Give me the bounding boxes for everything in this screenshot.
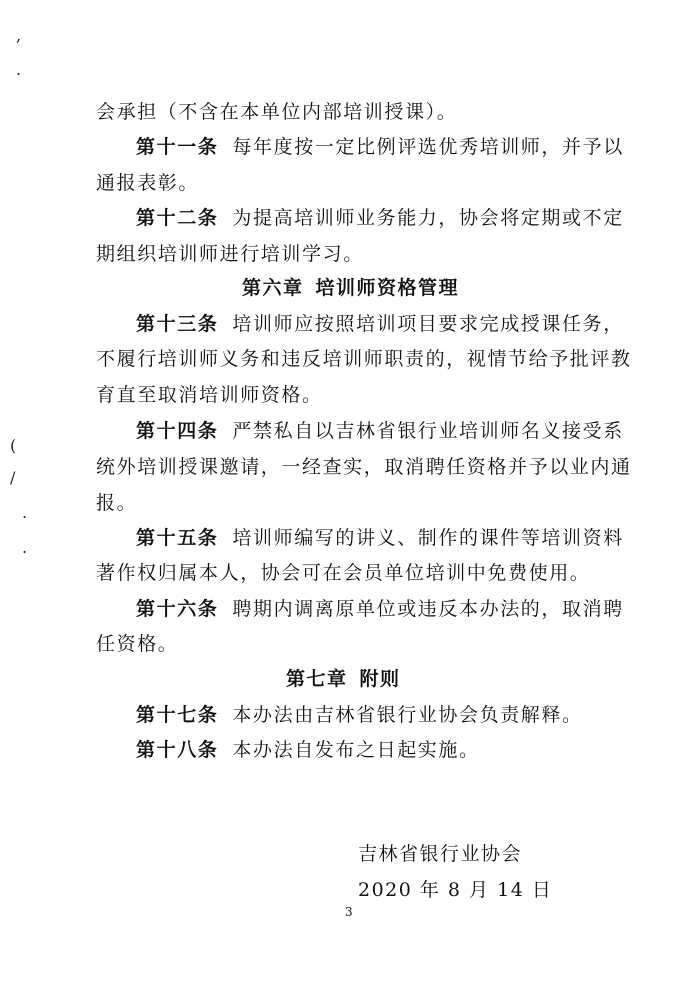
scan-mark: ( <box>10 436 17 455</box>
article-18 <box>136 738 480 762</box>
article-13 <box>136 312 624 336</box>
chapter-title: 培训师资格管理 <box>315 277 460 299</box>
article-12-continued: 期组织培训师进行培训学习。 <box>96 243 364 265</box>
article-12 <box>136 206 624 230</box>
article-number: 第十二条 <box>136 207 219 229</box>
article-16-continued: 任资格。 <box>96 633 179 655</box>
article-15-continued: 著作权归属本人，协会可在会员单位培训中免费使用。 <box>96 562 591 584</box>
article-number: 第十七条 <box>136 704 219 726</box>
scan-mark: . <box>22 538 28 557</box>
article-number: 第十六条 <box>136 598 219 620</box>
article-number: 第十一条 <box>136 136 219 158</box>
scan-mark: . <box>22 503 28 522</box>
chapter-label: 第六章 <box>242 277 304 299</box>
article-15 <box>136 526 624 550</box>
article-16 <box>136 597 624 621</box>
article-11-continued: 通报表彰。 <box>96 172 200 194</box>
article-text: 培训师应按照培训项目要求完成授课任务， <box>232 313 624 335</box>
article-text: 为提高培训师业务能力，协会将定期或不定 <box>232 207 624 229</box>
article-number: 第十八条 <box>136 739 219 761</box>
article-text: 每年度按一定比例评选优秀培训师，并予以 <box>232 136 624 158</box>
article-number: 第十五条 <box>136 527 219 549</box>
signature-date: 2020 年 8 月 14 日 <box>358 879 553 901</box>
scan-mark: . <box>16 60 22 79</box>
article-text: 聘期内调离原单位或违反本办法的，取消聘 <box>232 598 624 620</box>
article-11 <box>136 135 624 159</box>
chapter-title: 附则 <box>359 668 401 690</box>
article-number: 第十四条 <box>136 420 219 442</box>
continuation-line: 会承担（不含在本单位内部培训授课）。 <box>96 101 458 123</box>
article-14-continued: 报。 <box>96 492 138 514</box>
article-13-continued: 不履行培训师义务和违反培训师职责的，视情节给予批评教 <box>96 348 632 370</box>
article-text: 培训师编写的讲义、制作的课件等培训资料 <box>232 527 624 549</box>
chapter-7-heading <box>286 667 401 691</box>
article-number: 第十三条 <box>136 313 219 335</box>
article-14-continued: 统外培训授课邀请，一经查实，取消聘任资格并予以业内通 <box>96 456 632 478</box>
article-14 <box>136 419 624 443</box>
scan-mark: , <box>16 26 22 45</box>
article-text: 本办法自发布之日起实施。 <box>232 739 480 761</box>
chapter-label: 第七章 <box>286 668 348 690</box>
article-text: 严禁私自以吉林省银行业培训师名义接受系 <box>232 420 624 442</box>
article-13-continued: 育直至取消培训师资格。 <box>96 384 323 406</box>
chapter-6-heading <box>242 276 459 300</box>
page-number: 3 <box>345 905 353 919</box>
scan-mark: / <box>10 468 16 487</box>
article-17 <box>136 703 583 727</box>
article-text: 本办法由吉林省银行业协会负责解释。 <box>232 704 583 726</box>
signature-organization: 吉林省银行业协会 <box>358 843 523 865</box>
